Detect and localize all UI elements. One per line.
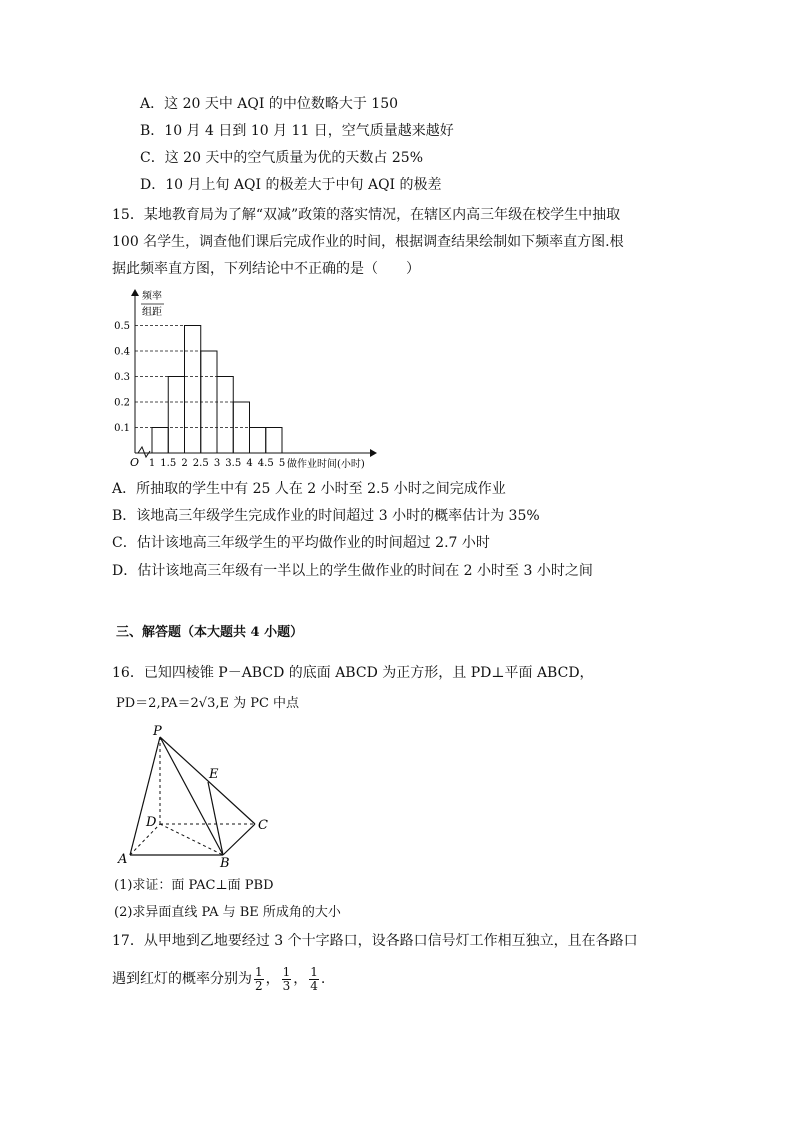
edge-PA xyxy=(130,737,160,855)
q16-part-2: (2)求异面直线 PA 与 BE 所成角的大小 xyxy=(114,905,341,920)
y-tick-label: 0.5 xyxy=(114,321,130,332)
q15-option-b: B．该地高三年级学生完成作业的时间超过 3 小时的概率估计为 35% xyxy=(112,508,540,524)
edge-BC xyxy=(223,824,255,855)
fraction-3: $\frac{1}{4}$ xyxy=(310,964,318,993)
pyramid-figure xyxy=(110,722,280,872)
y-tick-label: 0.1 xyxy=(114,423,130,434)
q15-option-c: C．估计该地高三年级学生的平均做作业的时间超过 2.7 小时 xyxy=(112,535,490,551)
x-tick-label: 1.5 xyxy=(160,458,177,469)
xlabel: 做作业时间(小时) xyxy=(287,459,365,470)
label-P: P xyxy=(153,724,162,739)
x-tick-label: 2.5 xyxy=(192,458,209,469)
x-tick-label: 3.5 xyxy=(225,458,242,469)
q16-line-1: 16．已知四棱锥 P－ABCD 的底面 ABCD 为正方形，且 PD⊥平面 ABCD， xyxy=(112,665,594,681)
section-3-title: 三、解答题（本大题共 4 小题） xyxy=(116,625,304,640)
frequency-histogram xyxy=(100,284,400,474)
origin-label: O xyxy=(130,456,140,469)
histogram-bar xyxy=(217,377,233,454)
edge-PC xyxy=(160,737,255,824)
q17-line-1: 17．从甲地到乙地要经过 3 个十字路口，设各路口信号灯工作相互独立，且在各路口 xyxy=(112,933,638,949)
histogram-bar xyxy=(185,326,201,454)
q16-part-1: (1)求证：面 PAC⊥面 PBD xyxy=(114,878,274,893)
fraction-1: $\frac{1}{2}$ xyxy=(255,964,263,993)
q14-option-c: C．这 20 天中的空气质量为优的天数占 25% xyxy=(140,150,424,166)
edge-PB xyxy=(160,737,223,855)
x-tick-label: 3 xyxy=(213,458,221,469)
label-B: B xyxy=(220,856,230,871)
histogram-bar xyxy=(250,428,266,454)
x-tick-label: 4.5 xyxy=(257,458,274,469)
y-tick-label: 0.4 xyxy=(114,346,130,358)
ylabel-top: 频率 xyxy=(142,291,162,302)
q14-option-d: D．10 月上旬 AQI 的极差大于中旬 AQI 的极差 xyxy=(140,177,442,193)
label-A: A xyxy=(118,852,128,867)
x-tick-label: 4 xyxy=(246,458,253,469)
histogram-bar xyxy=(201,351,217,453)
q14-option-a: A．这 20 天中 AQI 的中位数略大于 150 xyxy=(140,96,399,112)
y-tick-label: 0.2 xyxy=(114,397,130,409)
q15-option-d: D．估计该地高三年级有一半以上的学生做作业的时间在 2 小时至 3 小时之间 xyxy=(112,563,593,579)
q15-option-a: A．所抽取的学生中有 25 人在 2 小时至 2.5 小时之间完成作业 xyxy=(112,481,506,497)
histogram-bar xyxy=(168,377,184,454)
q16-line-2: PD＝2,PA＝2√3,E 为 PC 中点 xyxy=(116,696,300,711)
histogram-bar xyxy=(152,428,168,454)
q15-stem-line-2: 100 名学生，调查他们课后完成作业的时间，根据调查结果绘制如下频率直方图.根 xyxy=(112,234,624,250)
ylabel-bottom: 组距 xyxy=(142,307,162,318)
edge-DB xyxy=(160,824,223,855)
axis-break xyxy=(138,447,150,457)
q15-stem-line-3: 据此频率直方图，下列结论中不正确的是（ ） xyxy=(112,261,420,277)
x-tick-label: 5 xyxy=(278,458,286,469)
x-tick-label: 2 xyxy=(181,458,188,469)
fraction-2: $\frac{1}{3}$ xyxy=(282,964,291,993)
y-tick-label: 0.3 xyxy=(114,372,130,383)
label-E: E xyxy=(209,767,219,782)
q15-stem-line-1: 15．某地教育局为了解“双减”政策的落实情况，在辖区内高三年级在校学生中抽取 xyxy=(112,207,621,223)
histogram-bar xyxy=(266,428,282,454)
q17-line-2: 遇到红灯的概率分别为 $\frac{1}{2}$ ， $\frac{1}{3}$ ， $\frac{1}{4}$ . xyxy=(112,964,326,993)
q14-option-b: B．10 月 4 日到 10 月 11 日，空气质量越来越好 xyxy=(140,123,454,139)
label-D: D xyxy=(146,815,157,830)
x-tick-label: 1 xyxy=(148,458,156,469)
label-C: C xyxy=(258,818,268,833)
